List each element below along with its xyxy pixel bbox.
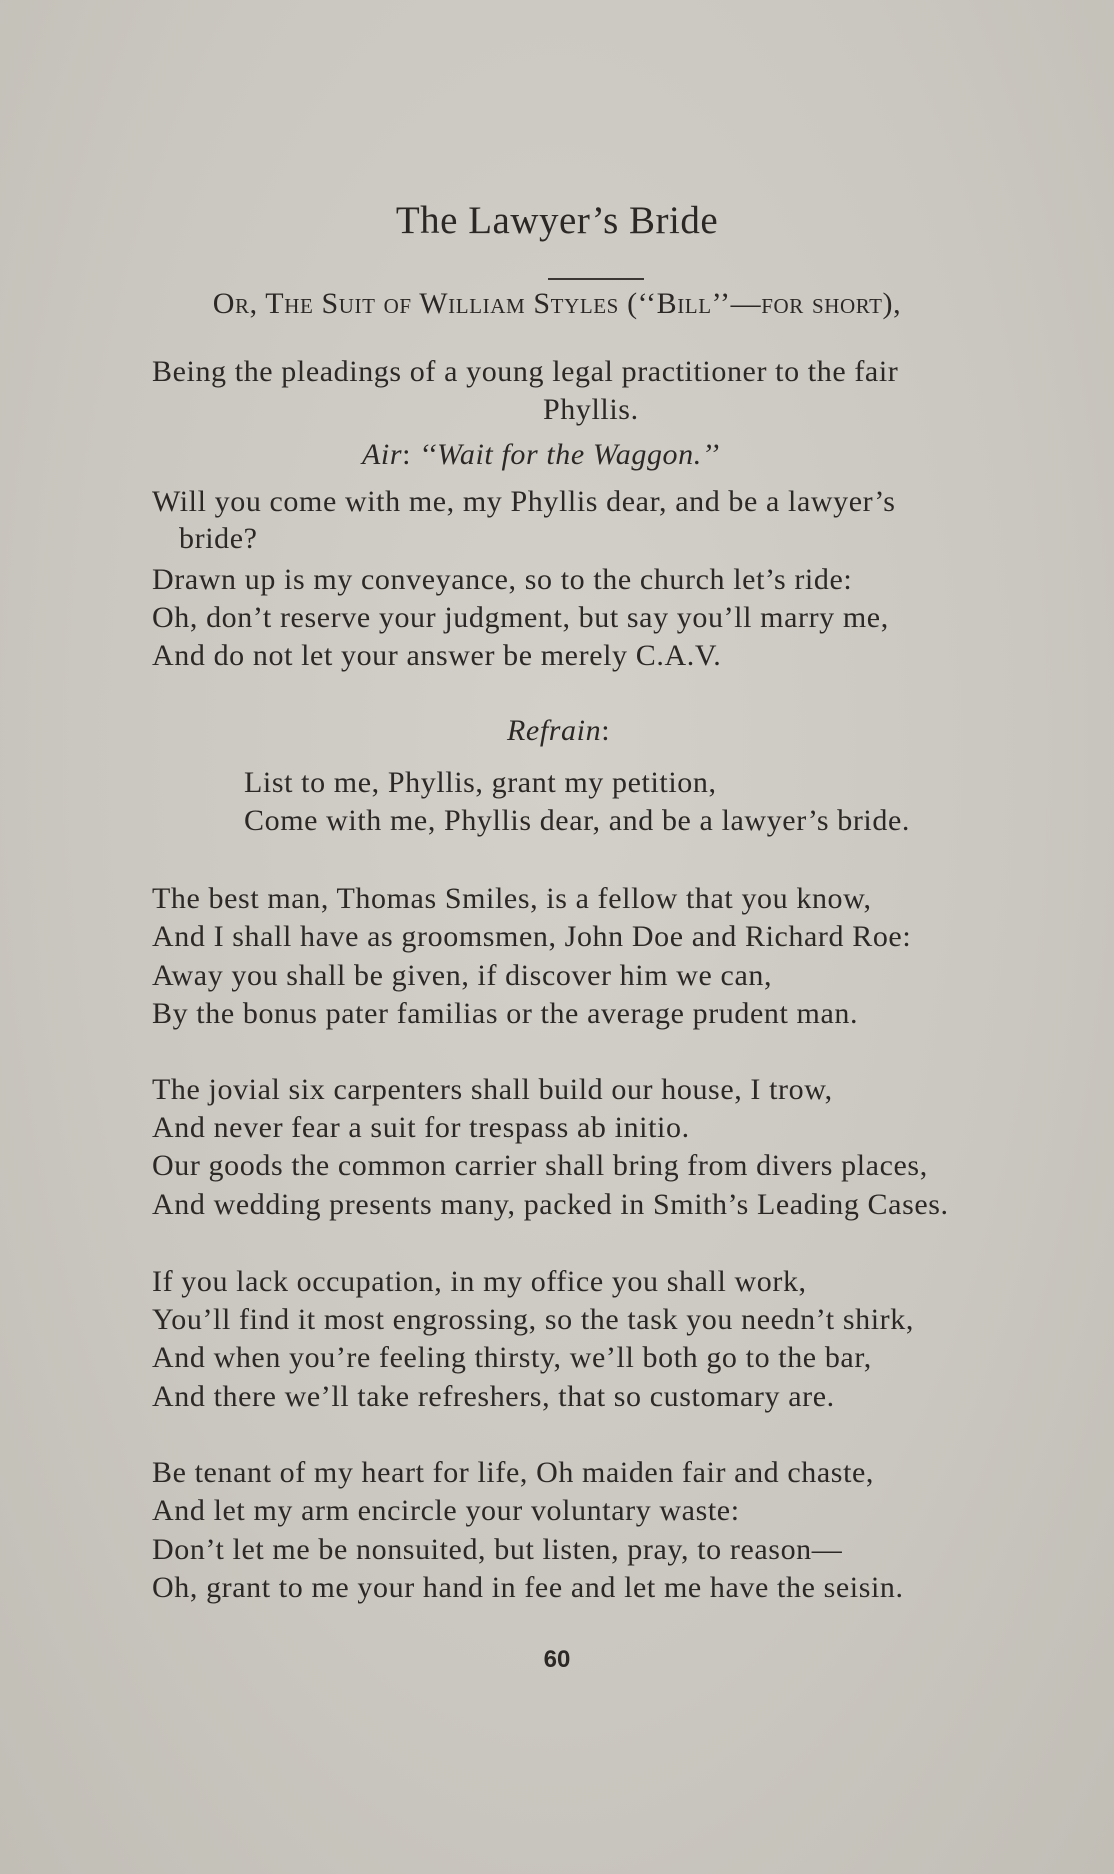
verse-1-line-3: Drawn up is my conveyance, so to the church let’s ride: [152, 563, 853, 596]
verse-4-line-1: If you lack occupation, in my office you shall work, [152, 1265, 807, 1298]
subtitle-line-3: Phyllis. [543, 393, 639, 426]
verse-2-line-1: The best man, Thomas Smiles, is a fellow that you know, [152, 882, 872, 915]
refrain-heading [507, 713, 610, 749]
air-tune: ‘‘Wait for the Waggon.’’ [419, 438, 720, 471]
verse-2-line-2: And I shall have as groomsmen, John Doe and Richard Roe: [152, 920, 912, 953]
refrain-label: Refrain [507, 714, 602, 747]
refrain-line-1: List to me, Phyllis, grant my petition, [244, 766, 717, 799]
verse-5-line-4: Oh, grant to me your hand in fee and let me have the seisin. [152, 1571, 904, 1604]
title-divider [548, 278, 644, 280]
verse-3-line-3: Our goods the common carrier shall bring from divers places, [152, 1149, 928, 1182]
subtitle-line-1: Or, The Suit of William Styles (‘‘Bill’’—for short), [212, 287, 902, 320]
verse-1-line-4: Oh, don’t reserve your judgment, but say you’ll marry me, [152, 601, 889, 634]
refrain-colon: : [601, 714, 611, 747]
verse-3-line-4: And wedding presents many, packed in Smith’s Leading Cases. [152, 1188, 949, 1221]
verse-5-line-3: Don’t let me be nonsuited, but listen, pray, to reason— [152, 1533, 843, 1566]
verse-1-line-2: bride? [179, 522, 258, 555]
air-colon: : [402, 438, 420, 471]
verse-3-line-2: And never fear a suit for trespass ab initio. [152, 1111, 690, 1144]
verse-1-line-5: And do not let your answer be merely C.A.V. [152, 639, 722, 672]
verse-2-line-4: By the bonus pater familias or the average prudent man. [152, 997, 859, 1030]
verse-5-line-2: And let my arm encircle your voluntary waste: [152, 1494, 740, 1527]
air-label: Air [362, 438, 403, 471]
refrain-line-2: Come with me, Phyllis dear, and be a lawyer’s bride. [244, 804, 910, 837]
verse-5-line-1: Be tenant of my heart for life, Oh maiden fair and chaste, [152, 1456, 875, 1489]
poem-title: The Lawyer’s Bride [395, 199, 719, 242]
verse-4-line-3: And when you’re feeling thirsty, we’ll both go to the bar, [152, 1341, 872, 1374]
verse-3-line-1: The jovial six carpenters shall build our house, I trow, [152, 1073, 833, 1106]
verse-4-line-2: You’ll find it most engrossing, so the task you needn’t shirk, [152, 1303, 914, 1336]
air-line [362, 437, 720, 473]
verse-1-line-1: Will you come with me, my Phyllis dear, and be a lawyer’s [152, 485, 896, 518]
verse-2-line-3: Away you shall be given, if discover him we can, [152, 959, 773, 992]
verse-4-line-4: And there we’ll take refreshers, that so customary are. [152, 1380, 835, 1413]
page-number: 60 [543, 1646, 571, 1673]
subtitle-line-2: Being the pleadings of a young legal practitioner to the fair [152, 355, 899, 388]
